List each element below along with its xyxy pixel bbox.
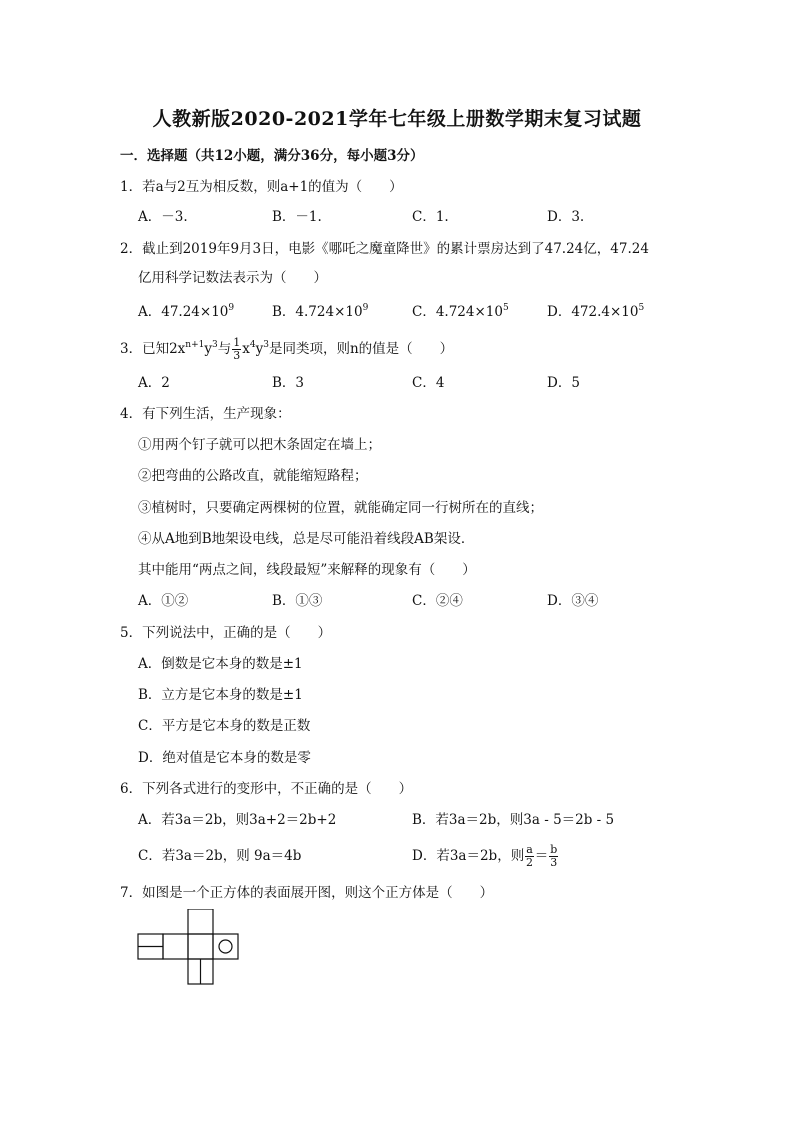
question-1-option-c[interactable]: C．1. [412, 209, 449, 225]
exponent: 9 [228, 303, 235, 313]
fraction [232, 337, 241, 362]
question-1-stem: 1．若a与2互为相反数，则a+1的值为（ ） [120, 179, 403, 195]
stem-part: x [242, 341, 250, 357]
question-3-option-b[interactable]: B．3 [272, 375, 305, 391]
fraction-b [549, 844, 558, 869]
question-2-stem: 2．截止到2019年9月3日，电影《哪吒之魔童降世》的累计票房达到了47.24亿，47.24 [120, 241, 649, 257]
option-text: A．47.24×10 [138, 304, 229, 320]
question-4-option-c[interactable]: C．②④ [412, 593, 463, 609]
question-5-option-d[interactable]: D．绝对值是它本身的数是零 [138, 750, 311, 766]
question-4-option-b[interactable]: B．①③ [272, 593, 323, 609]
stem-part: 是同类项，则n的值是（ ） [268, 341, 454, 357]
question-5-option-c[interactable]: C．平方是它本身的数是正数 [138, 718, 311, 734]
option-text: C．4.724×10 [412, 304, 503, 320]
net-face-3 [188, 934, 213, 959]
question-1-option-a[interactable]: A．－3. [138, 209, 188, 225]
question-6-stem: 6．下列各式进行的变形中，不正确的是（ ） [120, 781, 413, 797]
question-4-item-3: ③植树时，只要确定两棵树的位置，就能确定同一行树所在的直线； [138, 500, 543, 516]
question-2-option-a[interactable] [138, 299, 234, 321]
cube-net-figure [137, 909, 241, 987]
fraction-numerator: a [526, 843, 533, 856]
question-2-option-c[interactable] [412, 299, 509, 321]
question-6-option-d[interactable] [412, 842, 559, 870]
question-6-option-c[interactable]: C．若3a＝2b，则 9a＝4b [138, 848, 302, 864]
question-4-option-d[interactable]: D．③④ [547, 593, 599, 609]
option-text: B．4.724×10 [272, 304, 363, 320]
fraction-denominator: 3 [550, 856, 558, 869]
fraction-numerator: b [550, 843, 558, 856]
stem-part: y [204, 341, 213, 357]
question-6-option-a[interactable]: A．若3a＝2b，则3a+2＝2b+2 [138, 812, 337, 828]
stem-part: y [255, 341, 264, 357]
net-face-4 [213, 934, 238, 959]
question-5-option-a[interactable]: A．倒数是它本身的数是±1 [138, 656, 303, 672]
question-2-stem-cont: 亿用科学记数法表示为（ ） [138, 270, 327, 286]
option-text: D．472.4×10 [547, 304, 639, 320]
net-face-2 [163, 934, 188, 959]
exponent: 9 [362, 303, 369, 313]
exponent: n+1 [185, 340, 205, 350]
fraction-numerator: 1 [233, 336, 241, 349]
question-5-stem: 5．下列说法中，正确的是（ ） [120, 625, 332, 641]
question-4-item-1: ①用两个钉子就可以把木条固定在墙上； [138, 437, 381, 453]
exponent: 4 [249, 340, 256, 350]
question-3-option-d[interactable]: D．5 [547, 375, 580, 391]
net-face-top [188, 909, 213, 934]
question-5-option-b[interactable]: B．立方是它本身的数是±1 [138, 687, 303, 703]
fraction-denominator: 2 [525, 856, 533, 869]
question-3-option-c[interactable]: C．4 [412, 375, 445, 391]
section-heading: 一．选择题（共12小题，满分36分，每小题3分） [120, 148, 424, 164]
fraction-a [525, 844, 534, 869]
net-face-4-circle [219, 940, 232, 953]
question-7-stem: 7．如图是一个正方体的表面展开图，则这个正方体是（ ） [120, 885, 494, 901]
page-title: 人教新版2020-2021学年七年级上册数学期末复习试题 [152, 108, 642, 130]
question-4-item-2: ②把弯曲的公路改直，就能缩短路程； [138, 468, 368, 484]
exponent: 5 [638, 303, 645, 313]
stem-part: 3．已知2x [120, 341, 186, 357]
fraction-denominator: 3 [233, 349, 241, 362]
question-4-item-4: ④从A地到B地架设电线，总是尽可能沿着线段AB架设． [138, 531, 475, 547]
exponent: 3 [263, 340, 269, 350]
equals-sign: ＝ [534, 848, 549, 864]
question-2-option-b[interactable] [272, 299, 368, 321]
question-3-option-a[interactable]: A．2 [138, 375, 170, 391]
question-6-option-b[interactable]: B．若3a＝2b，则3a - 5＝2b - 5 [412, 812, 615, 828]
question-4-option-a[interactable]: A．①② [138, 593, 189, 609]
question-3-stem [120, 336, 453, 362]
question-4-stem: 4．有下列生活，生产现象： [120, 406, 291, 422]
stem-part: 与 [217, 341, 232, 357]
question-1-option-b[interactable]: B．－1. [272, 209, 322, 225]
question-1-option-d[interactable]: D．3. [547, 209, 585, 225]
exponent: 3 [212, 340, 218, 350]
option-text: D．若3a＝2b，则 [412, 848, 525, 864]
exponent: 5 [502, 303, 509, 313]
question-2-option-d[interactable] [547, 299, 644, 321]
question-4-ask: 其中能用“两点之间，线段最短”来解释的现象有（ ） [138, 562, 476, 578]
